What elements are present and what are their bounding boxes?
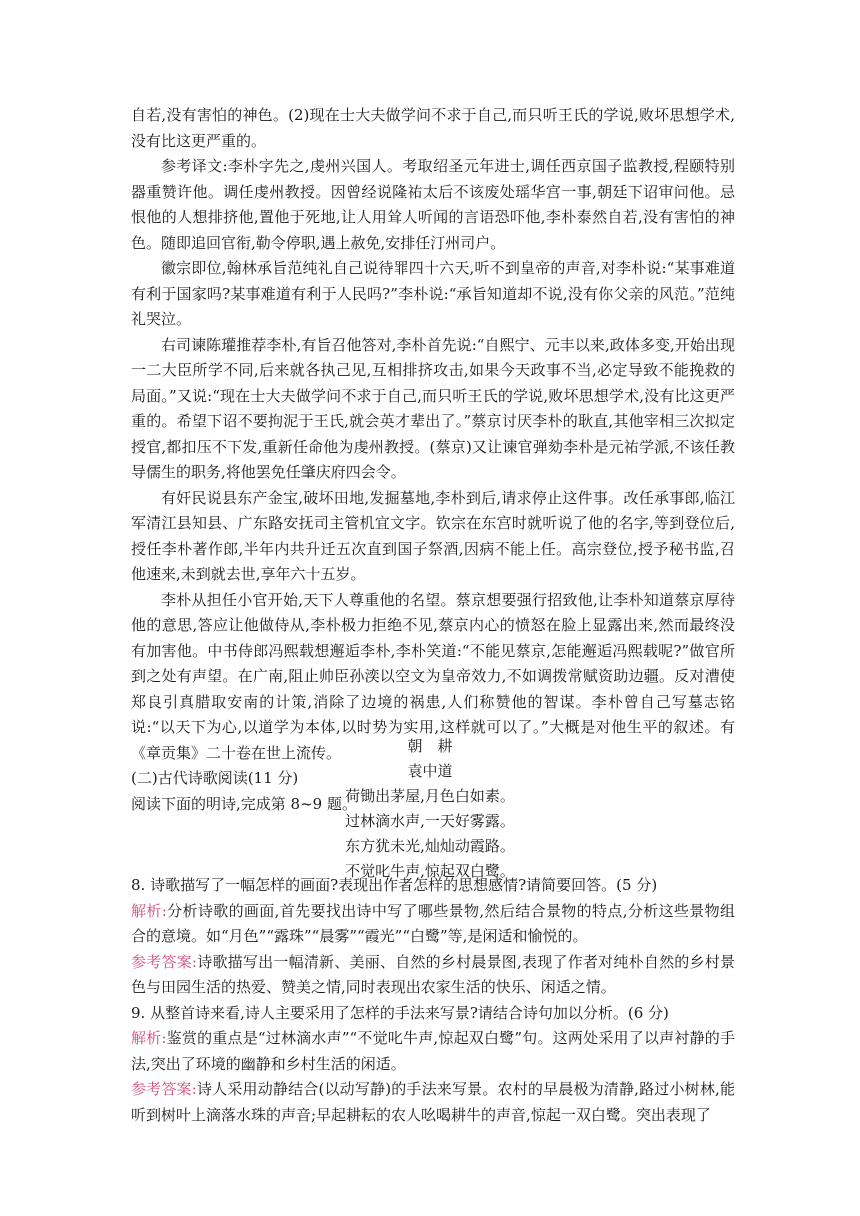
passage-translation xyxy=(131,103,735,817)
paragraph-chen-guan: 右司谏陈瓘推荐李朴,有旨召他答对,李朴首先说:“自熙宁、元丰以来,政体多变,开始出现一二大臣所学不同,后来就各执己见,互相排挤攻击,如果今天政事不当,必定导致不能挽救的局面。”又说:“现在士大夫做学问不求于自己,而只听王氏的学说,败坏思想学术,没有比这更严重的。希望下诏不要拘泥于王氏,就会英才辈出了。”蔡京讨厌李朴的耿直,其他宰相三次拟定授官,都扣压不下发,重新任命他为虔州教授。(蔡京)又让谏官弹劾李朴是元祐学派,不该任教导儒生的职务,将他罢免任肇庆府四会令。 xyxy=(131,335,735,481)
poem-line: 过林滴水声,一天好雾露。 xyxy=(345,812,515,830)
section-heading: (二)古代诗歌阅读(11 分) xyxy=(131,769,299,787)
paragraph-li-pu-fame: 李朴从担任小官开始,天下人尊重他的名望。蔡京想要强行招致他,让李朴知道蔡京厚待他的意思,答应让他做侍从,李朴极力拒绝不见,蔡京内心的愤怒在脸上显露出来,然而最终没有加害他。中书侍郎冯熙载想邂逅李朴,李朴笑道:“不能见蔡京,怎能邂逅冯熙载呢?”做官所到之处有声望。在广南,阻止帅臣孙湙以空文为皇帝效力,不如调拨常赋资助边疆。反对漕使郑良引真腊取安南的计策,消除了边境的祸患,人们称赞他的智谋。李朴曾自己写墓志铭说:“以天下为心,以道学为本体,以时势为实用,这样就可以了。”大概是对他生平的叙述。有《章贡集》二十卷在世上流传。 xyxy=(131,590,735,762)
instruction-text: 阅读下面的明诗,完成第 8~9 题。 xyxy=(131,794,357,813)
paragraph-huizong: 徽宗即位,翰林承旨范纯礼自己说待罪四十六天,听不到皇帝的声音,对李朴说:“某事难道有利于国家吗?某事难道有利于人民吗?”李朴说:“承旨知道却不说,没有你父亲的风范。”范纯礼哭泣。 xyxy=(131,259,735,328)
answer-text: 诗人采用动静结合(以动写静)的手法来写景。农村的早晨极为清静,路过小树林,能听到树叶上滴落水珠的声音;早起耕耘的农人吆喝耕牛的声音,惊起一双白鹭。突出表现了 xyxy=(131,1080,735,1124)
questions-block xyxy=(131,873,735,1128)
paragraph-jian-min: 有奸民说县东产金宝,破坏田地,发掘墓地,李朴到后,请求停止这件事。改任承事郎,临江军清江县知县、广东路安抚司主管机宜文字。钦宗在东宫时就听说了他的名字,等到登位后,授任李朴著作郎,半年内共升迁五次直到国子祭酒,因病不能上任。高宗登位,授予秘书监,召他速来,未到就去世,享年六十五岁。 xyxy=(131,488,735,583)
paragraph-translation-intro: 参考译文:李朴字先之,虔州兴国人。考取绍圣元年进士,调任西京国子监教授,程颐特别器重赞许他。调任虔州教授。因曾经说隆祐太后不该废处瑶华宫一事,朝廷下诏审问他。忌恨他的人想排挤他,置他于死地,让人用耸人听闻的言语恐吓他,李朴泰然自若,没有害怕的神色。随即追回官衔,勒令停职,遇上赦免,安排任汀州司户。 xyxy=(131,157,735,252)
paragraph-continuation: 自若,没有害怕的神色。(2)现在士大夫做学问不求于自己,而只听王氏的学说,败坏思想学术,没有比这更严重的。 xyxy=(131,106,735,150)
question-9: 9. 从整首诗来看,诗人主要采用了怎样的手法来写景?请结合诗句加以分析。(6 分) xyxy=(131,1003,669,1022)
analysis-label: 解析: xyxy=(131,1029,167,1047)
answer-text: 诗歌描写出一幅清新、美丽、自然的乡村晨景图,表现了作者对纯朴自然的乡村景色与田园生活的热爱、赞美之情,同时表现出农家生活的快乐、闲适之情。 xyxy=(131,952,735,996)
analysis-text: 分析诗歌的画面,首先要找出诗中写了哪些景物,然后结合景物的特点,分析这些景物组合的意境。如“月色”“露珠”“晨雾”“霞光”“白鹭”等,是闲适和愉悦的。 xyxy=(131,901,736,945)
poem-line: 不觉叱牛声,惊起双白鹭。 xyxy=(345,862,515,880)
question-8: 8. 诗歌描写了一幅怎样的画面?表现出作者怎样的思想感情?请简要回答。(5 分) xyxy=(131,876,658,894)
answer-9 xyxy=(131,1077,735,1128)
answer-label: 参考答案: xyxy=(131,1080,197,1098)
analysis-label: 解析: xyxy=(131,901,167,920)
poem-author: 袁中道 xyxy=(407,762,453,780)
poem-title: 朝 耕 xyxy=(407,737,453,755)
poem xyxy=(0,734,860,884)
analysis-8 xyxy=(131,899,735,950)
answer-label: 参考答案: xyxy=(131,952,197,971)
poem-line: 荷锄出茅屋,月色白如素。 xyxy=(345,787,515,805)
analysis-text: 鉴赏的重点是“过林滴水声”“不觉叱牛声,惊起双白鹭”句。这两处采用了以声衬静的手法,突出了环境的幽静和乡村生活的闲适。 xyxy=(131,1029,735,1073)
answer-8 xyxy=(131,950,735,1001)
poem-line: 东方犹未光,灿灿动霞路。 xyxy=(345,837,515,855)
analysis-9 xyxy=(131,1026,735,1077)
